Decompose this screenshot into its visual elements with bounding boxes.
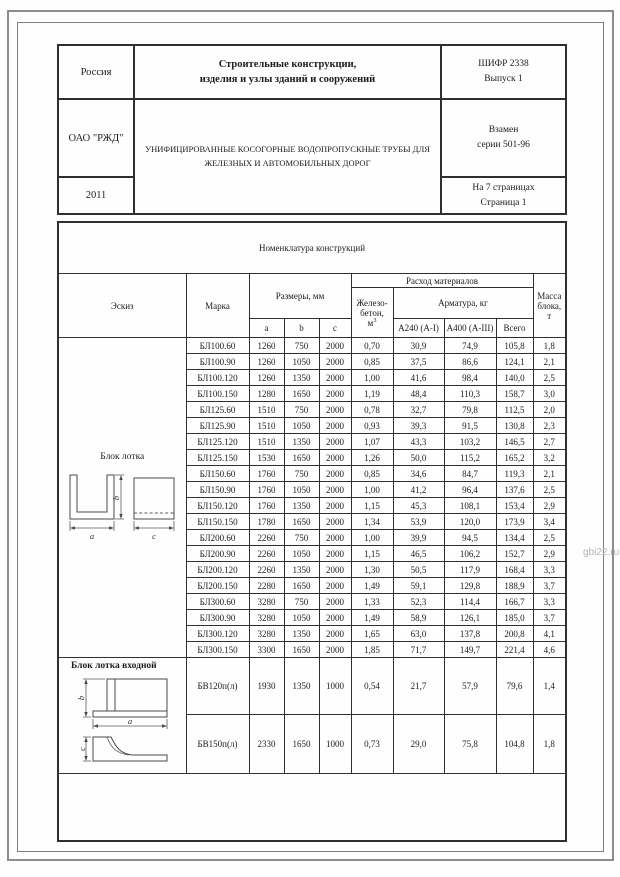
mark-cell: БЛ125.60 — [186, 402, 249, 418]
value-cell: 1510 — [249, 418, 284, 434]
value-cell: 1350 — [284, 658, 319, 715]
value-cell: 105,8 — [496, 338, 533, 354]
value-cell: 2000 — [319, 338, 351, 354]
value-cell: 2,0 — [533, 402, 566, 418]
value-cell: 2000 — [319, 434, 351, 450]
value-cell: 2000 — [319, 466, 351, 482]
mark-cell: БЛ300.150 — [186, 642, 249, 658]
value-cell: 165,2 — [496, 450, 533, 466]
value-cell: 2260 — [249, 562, 284, 578]
value-cell: 41,6 — [393, 370, 444, 386]
header-row-1 — [58, 274, 566, 288]
col-header-mark: Марка — [186, 274, 249, 338]
col-header-dimensions: Размеры, мм — [249, 274, 351, 319]
value-cell: 50,0 — [393, 450, 444, 466]
value-cell: 3300 — [249, 642, 284, 658]
value-cell: 1,00 — [351, 530, 393, 546]
value-cell: 2,5 — [533, 370, 566, 386]
value-cell: 0,85 — [351, 466, 393, 482]
value-cell: 2,3 — [533, 418, 566, 434]
value-cell: 2000 — [319, 514, 351, 530]
value-cell: 84,7 — [444, 466, 496, 482]
mark-cell: БЛ300.90 — [186, 610, 249, 626]
value-cell: 48,4 — [393, 386, 444, 402]
value-cell: 124,1 — [496, 354, 533, 370]
value-cell: 221,4 — [496, 642, 533, 658]
mark-cell: БЛ200.150 — [186, 578, 249, 594]
concrete-sup: 3 — [373, 316, 377, 324]
value-cell: 2000 — [319, 594, 351, 610]
value-cell: 0,54 — [351, 658, 393, 715]
dim-label-b: b — [76, 695, 87, 701]
value-cell: 1650 — [284, 386, 319, 402]
value-cell: 53,9 — [393, 514, 444, 530]
cipher-cell — [441, 45, 566, 99]
value-cell: 115,2 — [444, 450, 496, 466]
mark-cell: БВ150п(л) — [186, 715, 249, 774]
value-cell: 1,30 — [351, 562, 393, 578]
mark-cell: БЛ100.90 — [186, 354, 249, 370]
value-cell: 86,6 — [444, 354, 496, 370]
value-cell: 1510 — [249, 402, 284, 418]
value-cell: 34,6 — [393, 466, 444, 482]
value-cell: 114,4 — [444, 594, 496, 610]
watermark: gbi22.ru — [583, 547, 620, 558]
dim-label-c: c — [77, 747, 88, 751]
value-cell: 119,3 — [496, 466, 533, 482]
value-cell: 104,8 — [496, 715, 533, 774]
value-cell: 1650 — [284, 642, 319, 658]
value-cell: 1,33 — [351, 594, 393, 610]
series-title-line1: Строительные конструкции, — [218, 58, 357, 70]
col-header-concrete — [351, 288, 393, 338]
document-title-line1: УНИФИЦИРОВАННЫЕ КОСОГОРНЫЕ ВОДОПРОПУСКНЫЕ ТРУБЫ ДЛЯ — [145, 143, 430, 154]
mark-cell: БЛ200.90 — [186, 546, 249, 562]
mark-cell: БЛ125.150 — [186, 450, 249, 466]
value-cell: 1,07 — [351, 434, 393, 450]
value-cell: 37,5 — [393, 354, 444, 370]
title-block — [57, 44, 567, 215]
value-cell: 1350 — [284, 562, 319, 578]
value-cell: 79,6 — [496, 658, 533, 715]
value-cell: 153,4 — [496, 498, 533, 514]
value-cell: 1350 — [284, 370, 319, 386]
value-cell: 2000 — [319, 530, 351, 546]
channel-block-sketch — [59, 452, 186, 543]
value-cell: 2,5 — [533, 530, 566, 546]
cipher-line1: ШИФР 2338 — [478, 59, 529, 70]
value-cell: 1650 — [284, 514, 319, 530]
series-title-cell — [134, 45, 441, 99]
value-cell: 2260 — [249, 530, 284, 546]
concrete-line1: Железо- — [356, 297, 388, 308]
value-cell: 1050 — [284, 546, 319, 562]
value-cell: 1930 — [249, 658, 284, 715]
value-cell: 1530 — [249, 450, 284, 466]
value-cell: 2260 — [249, 546, 284, 562]
value-cell: 2330 — [249, 715, 284, 774]
value-cell: 4,6 — [533, 642, 566, 658]
value-cell: 1,8 — [533, 338, 566, 354]
value-cell: 1050 — [284, 418, 319, 434]
dim-label-a: a — [90, 531, 95, 541]
mark-cell: БЛ100.60 — [186, 338, 249, 354]
value-cell: 2,9 — [533, 498, 566, 514]
channel-block-label: Блок лотка — [100, 452, 145, 462]
value-cell: 1,00 — [351, 482, 393, 498]
value-cell: 39,3 — [393, 418, 444, 434]
value-cell: 59,1 — [393, 578, 444, 594]
channel-block-group — [58, 338, 566, 658]
value-cell: 129,8 — [444, 578, 496, 594]
value-cell: 2000 — [319, 562, 351, 578]
mark-cell: БЛ150.150 — [186, 514, 249, 530]
value-cell: 110,3 — [444, 386, 496, 402]
value-cell: 1050 — [284, 610, 319, 626]
replaces-cell — [441, 99, 566, 177]
value-cell: 1,85 — [351, 642, 393, 658]
value-cell: 3,7 — [533, 610, 566, 626]
pagination-line1: На 7 страницах — [472, 182, 535, 193]
value-cell: 52,3 — [393, 594, 444, 610]
value-cell: 58,9 — [393, 610, 444, 626]
value-cell: 94,5 — [444, 530, 496, 546]
value-cell: 75,8 — [444, 715, 496, 774]
value-cell: 149,7 — [444, 642, 496, 658]
value-cell: 750 — [284, 594, 319, 610]
value-cell: 173,9 — [496, 514, 533, 530]
value-cell: 74,9 — [444, 338, 496, 354]
value-cell: 30,9 — [393, 338, 444, 354]
value-cell: 43,3 — [393, 434, 444, 450]
value-cell: 126,1 — [444, 610, 496, 626]
document-title-line2: ЖЕЛЕЗНЫХ И АВТОМОБИЛЬНЫХ ДОРОГ — [204, 157, 371, 168]
value-cell: 2000 — [319, 482, 351, 498]
value-cell: 1650 — [284, 715, 319, 774]
value-cell: 2,5 — [533, 482, 566, 498]
col-header-a: a — [249, 319, 284, 338]
table-title: Номенклатура конструкций — [58, 222, 566, 274]
value-cell: 2000 — [319, 370, 351, 386]
value-cell: 1280 — [249, 386, 284, 402]
value-cell: 137,8 — [444, 626, 496, 642]
value-cell: 45,3 — [393, 498, 444, 514]
inlet-block-sketch-cell — [58, 658, 186, 774]
value-cell: 71,7 — [393, 642, 444, 658]
col-header-total: Всего — [496, 319, 533, 338]
inlet-block-drawing — [71, 675, 183, 771]
value-cell: 3280 — [249, 626, 284, 642]
value-cell: 1,8 — [533, 715, 566, 774]
value-cell: 185,0 — [496, 610, 533, 626]
value-cell: 3,7 — [533, 578, 566, 594]
value-cell: 1260 — [249, 354, 284, 370]
value-cell: 1760 — [249, 482, 284, 498]
value-cell: 130,8 — [496, 418, 533, 434]
dim-label-a: a — [128, 716, 133, 726]
value-cell: 750 — [284, 466, 319, 482]
value-cell: 32,7 — [393, 402, 444, 418]
mass-line3: т — [547, 310, 552, 321]
value-cell: 1050 — [284, 482, 319, 498]
mark-cell: БЛ200.60 — [186, 530, 249, 546]
value-cell: 1780 — [249, 514, 284, 530]
value-cell: 2000 — [319, 578, 351, 594]
col-header-mass — [533, 274, 566, 338]
value-cell: 21,7 — [393, 658, 444, 715]
value-cell: 106,2 — [444, 546, 496, 562]
mark-cell: БЛ150.90 — [186, 482, 249, 498]
value-cell: 1260 — [249, 338, 284, 354]
value-cell: 1260 — [249, 370, 284, 386]
value-cell: 2,1 — [533, 354, 566, 370]
value-cell: 2280 — [249, 578, 284, 594]
value-cell: 188,9 — [496, 578, 533, 594]
col-header-c: c — [319, 319, 351, 338]
mark-cell: БЛ125.90 — [186, 418, 249, 434]
value-cell: 112,5 — [496, 402, 533, 418]
mark-cell: БЛ150.60 — [186, 466, 249, 482]
value-cell: 0,70 — [351, 338, 393, 354]
value-cell: 2000 — [319, 642, 351, 658]
value-cell: 1,15 — [351, 498, 393, 514]
value-cell: 0,85 — [351, 354, 393, 370]
mark-cell: БЛ150.120 — [186, 498, 249, 514]
pagination-cell — [441, 177, 566, 214]
value-cell: 3,2 — [533, 450, 566, 466]
title-block-row — [58, 45, 566, 99]
mass-line1: Масса — [537, 290, 562, 301]
value-cell: 1760 — [249, 466, 284, 482]
col-header-sketch: Эскиз — [58, 274, 186, 338]
document-title-cell — [134, 99, 441, 214]
replaces-line1: Взамен — [488, 125, 519, 136]
value-cell: 2000 — [319, 386, 351, 402]
value-cell: 1350 — [284, 498, 319, 514]
mark-cell: БЛ300.60 — [186, 594, 249, 610]
value-cell: 3,0 — [533, 386, 566, 402]
mark-cell: БЛ100.120 — [186, 370, 249, 386]
value-cell: 39,9 — [393, 530, 444, 546]
value-cell: 63,0 — [393, 626, 444, 642]
value-cell: 79,8 — [444, 402, 496, 418]
value-cell: 57,9 — [444, 658, 496, 715]
concrete-line2: бетон, — [360, 307, 384, 318]
cipher-line2: Выпуск 1 — [484, 74, 523, 84]
value-cell: 750 — [284, 338, 319, 354]
mark-cell: БЛ200.120 — [186, 562, 249, 578]
value-cell: 1,19 — [351, 386, 393, 402]
value-cell: 750 — [284, 402, 319, 418]
value-cell: 2000 — [319, 418, 351, 434]
value-cell: 2,7 — [533, 434, 566, 450]
value-cell: 3,3 — [533, 562, 566, 578]
value-cell: 750 — [284, 530, 319, 546]
value-cell: 2000 — [319, 610, 351, 626]
value-cell: 1,49 — [351, 610, 393, 626]
inlet-block-sketch — [59, 658, 186, 773]
pagination-line2: Страница 1 — [480, 197, 527, 208]
value-cell: 1000 — [319, 715, 351, 774]
value-cell: 1000 — [319, 658, 351, 715]
col-header-a240: А240 (А-I) — [393, 319, 444, 338]
value-cell: 1350 — [284, 434, 319, 450]
dim-label-b: b — [111, 495, 122, 501]
value-cell: 2000 — [319, 354, 351, 370]
value-cell: 117,9 — [444, 562, 496, 578]
value-cell: 1050 — [284, 354, 319, 370]
value-cell: 3280 — [249, 610, 284, 626]
table-row — [58, 658, 566, 715]
inlet-block-group — [58, 658, 566, 774]
value-cell: 29,0 — [393, 715, 444, 774]
country-cell: Россия — [58, 45, 134, 99]
value-cell: 4,1 — [533, 626, 566, 642]
value-cell: 152,7 — [496, 546, 533, 562]
value-cell: 166,7 — [496, 594, 533, 610]
value-cell: 1,4 — [533, 658, 566, 715]
value-cell: 1650 — [284, 450, 319, 466]
value-cell: 158,7 — [496, 386, 533, 402]
table-row — [58, 338, 566, 354]
value-cell: 1760 — [249, 498, 284, 514]
value-cell: 98,4 — [444, 370, 496, 386]
value-cell: 0,78 — [351, 402, 393, 418]
value-cell: 168,4 — [496, 562, 533, 578]
value-cell: 1650 — [284, 578, 319, 594]
value-cell: 2000 — [319, 402, 351, 418]
col-header-b: b — [284, 319, 319, 338]
mass-line2: блока, — [537, 300, 562, 311]
value-cell: 3,4 — [533, 514, 566, 530]
value-cell: 96,4 — [444, 482, 496, 498]
value-cell: 3280 — [249, 594, 284, 610]
inlet-block-label: Блок лотка входной — [71, 661, 157, 671]
value-cell: 134,4 — [496, 530, 533, 546]
value-cell: 2000 — [319, 498, 351, 514]
value-cell: 1,34 — [351, 514, 393, 530]
empty-footer-row — [58, 774, 566, 842]
nomenclature-table — [57, 221, 567, 842]
col-header-a400: А400 (А-III) — [444, 319, 496, 338]
value-cell: 2,1 — [533, 466, 566, 482]
value-cell: 200,8 — [496, 626, 533, 642]
concrete-unit: $м^3$ — [367, 316, 377, 328]
value-cell: 146,5 — [496, 434, 533, 450]
value-cell: 108,1 — [444, 498, 496, 514]
value-cell: 2,9 — [533, 546, 566, 562]
value-cell: 0,93 — [351, 418, 393, 434]
replaces-line2: серии 501-96 — [477, 140, 530, 150]
value-cell: 140,0 — [496, 370, 533, 386]
value-cell: 103,2 — [444, 434, 496, 450]
value-cell: 46,5 — [393, 546, 444, 562]
value-cell: 2000 — [319, 546, 351, 562]
title-block-row — [58, 99, 566, 177]
col-header-materials: Расход материалов — [351, 274, 533, 288]
value-cell: 1510 — [249, 434, 284, 450]
value-cell: 1,26 — [351, 450, 393, 466]
channel-block-drawing — [66, 467, 178, 541]
dim-label-c: c — [152, 531, 157, 541]
mark-cell: БЛ100.150 — [186, 386, 249, 402]
value-cell: 1,65 — [351, 626, 393, 642]
value-cell: 120,0 — [444, 514, 496, 530]
col-header-rebar: Арматура, кг — [393, 288, 533, 319]
value-cell: 1,49 — [351, 578, 393, 594]
value-cell: 2000 — [319, 450, 351, 466]
series-title-line2: изделия и узлы зданий и сооружений — [199, 74, 376, 85]
value-cell: 1,15 — [351, 546, 393, 562]
mark-cell: БЛ300.120 — [186, 626, 249, 642]
table-title-row — [58, 222, 566, 274]
value-cell: 50,5 — [393, 562, 444, 578]
organization-cell: ОАО "РЖД" — [58, 99, 134, 177]
year-cell: 2011 — [58, 177, 134, 214]
value-cell: 137,6 — [496, 482, 533, 498]
mark-cell: БЛ125.120 — [186, 434, 249, 450]
mark-cell: БВ120п(л) — [186, 658, 249, 715]
value-cell: 0,73 — [351, 715, 393, 774]
channel-block-sketch-cell — [58, 338, 186, 658]
empty-footer-cell — [58, 774, 566, 842]
value-cell: 41,2 — [393, 482, 444, 498]
value-cell: 1,00 — [351, 370, 393, 386]
value-cell: 2000 — [319, 626, 351, 642]
value-cell: 1350 — [284, 626, 319, 642]
value-cell: 3,3 — [533, 594, 566, 610]
value-cell: 91,5 — [444, 418, 496, 434]
